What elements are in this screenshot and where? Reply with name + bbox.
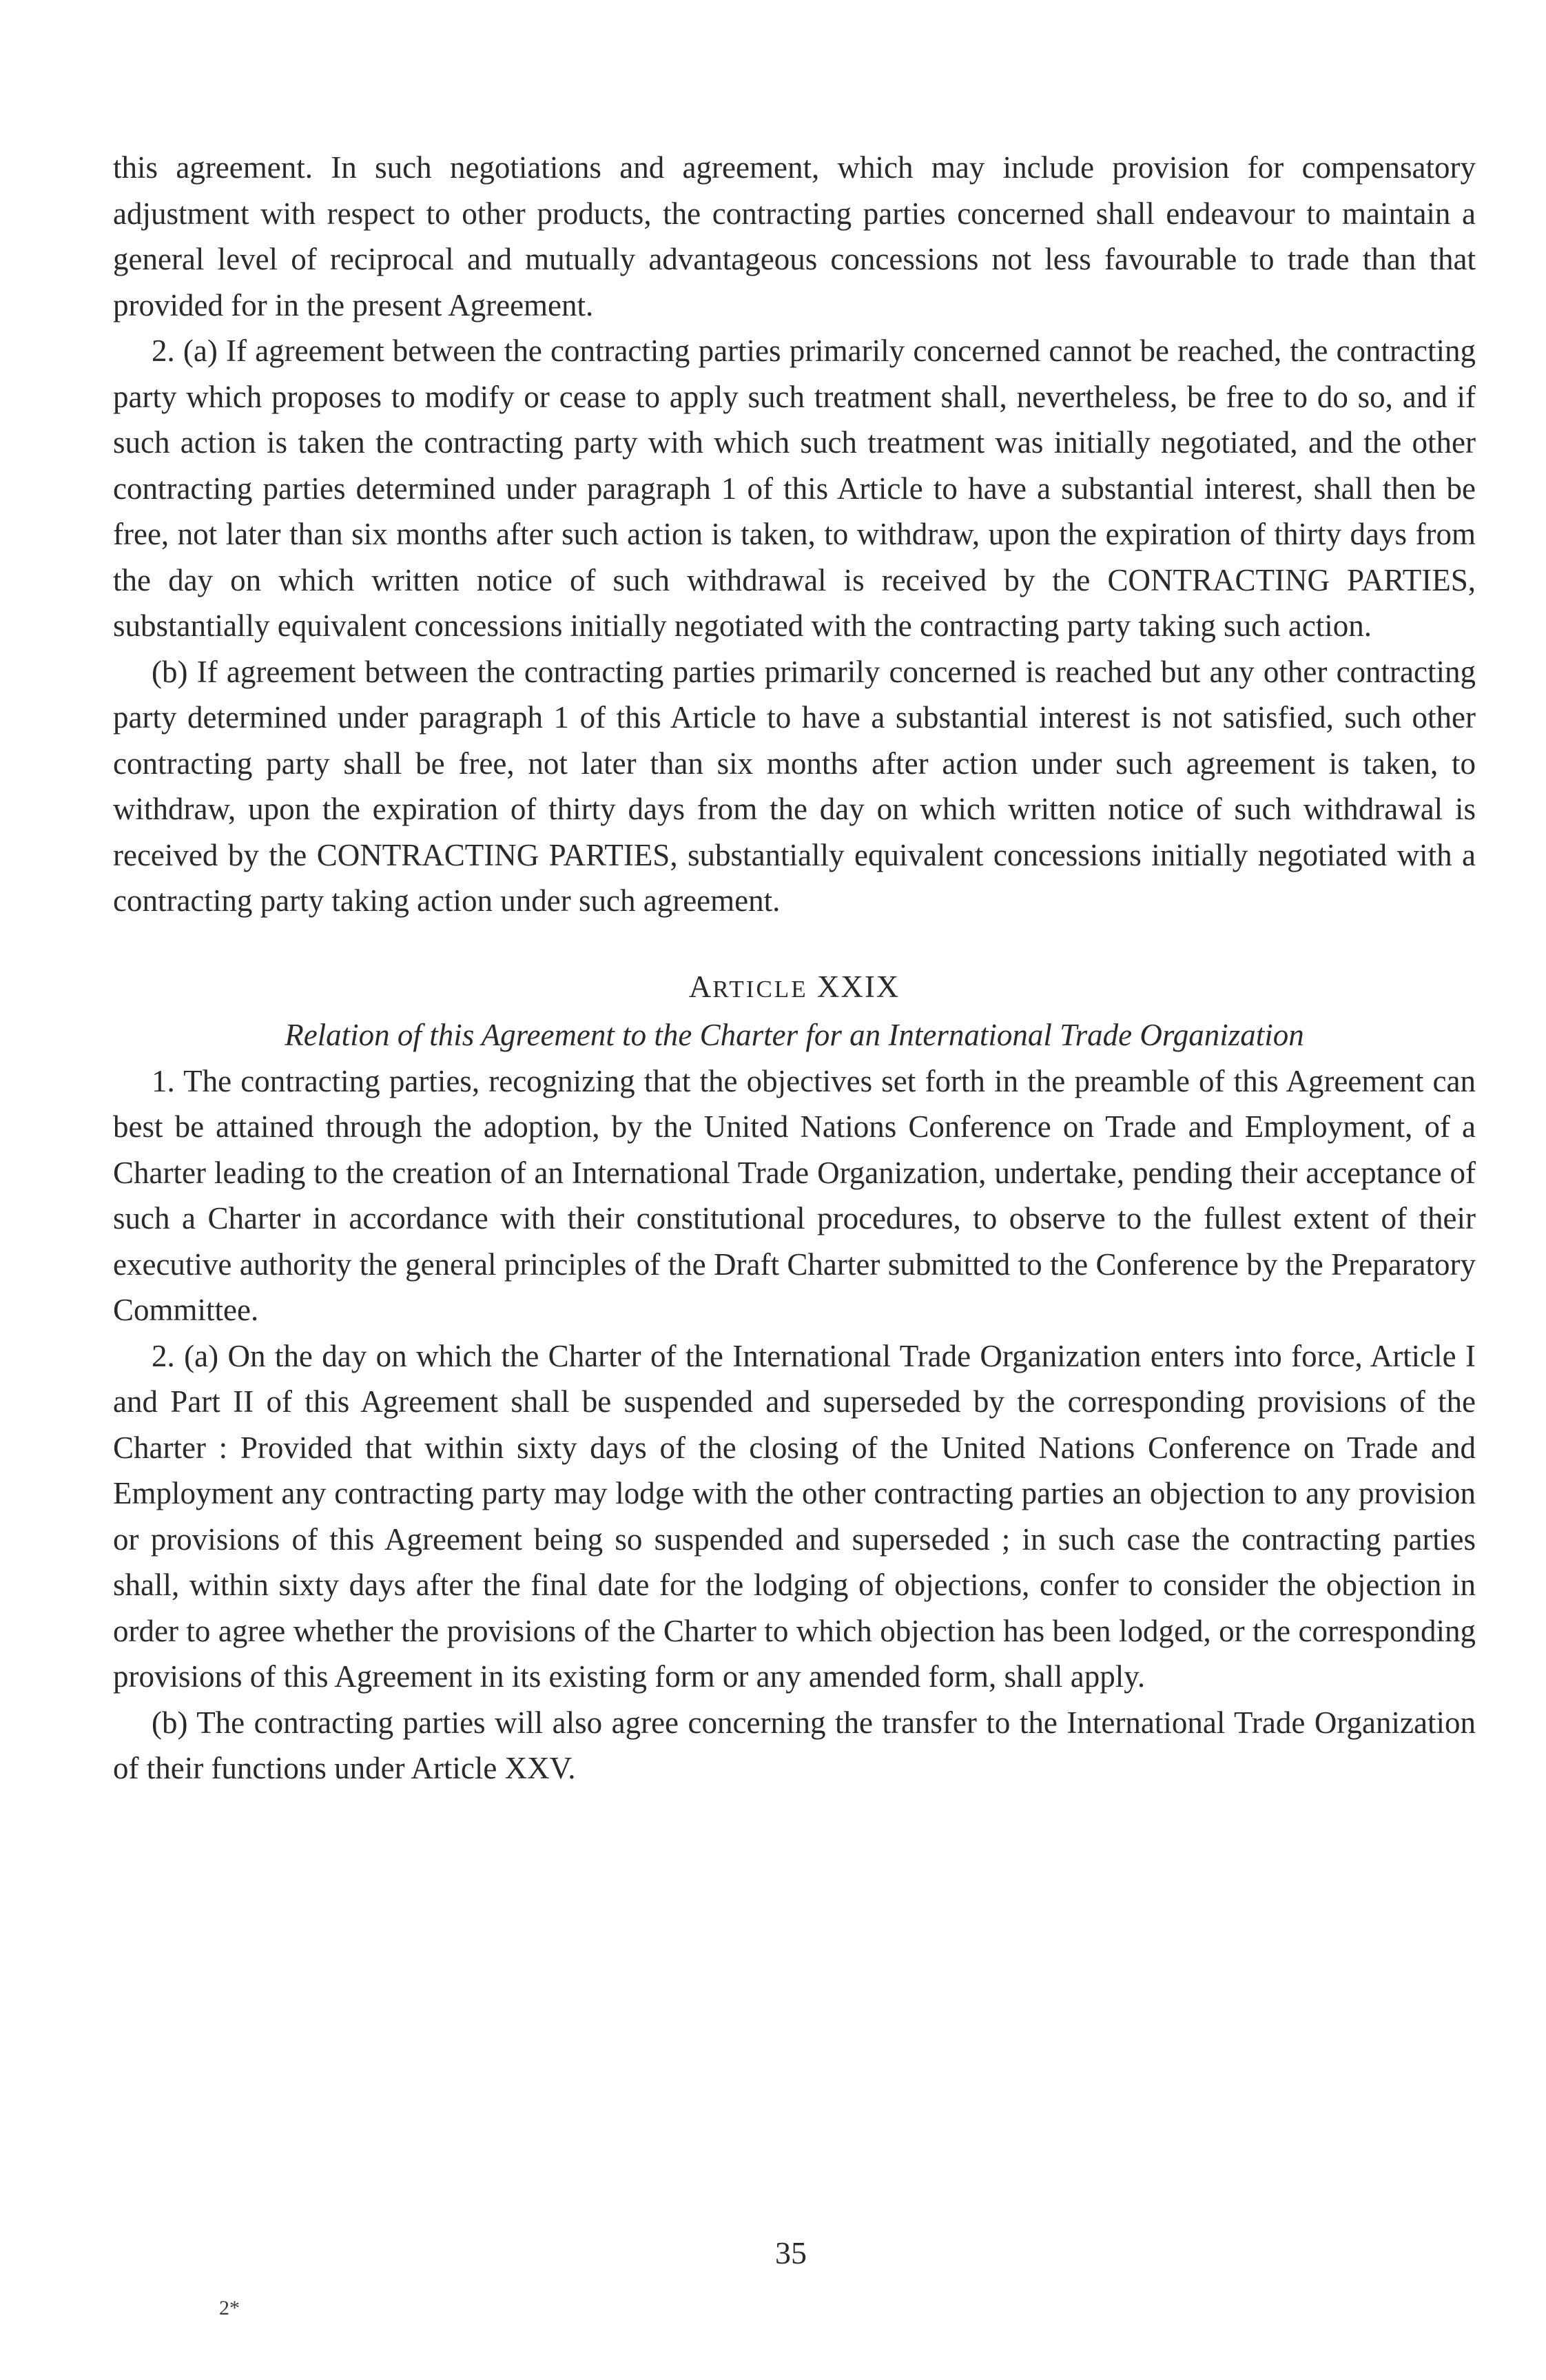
page-body [113,145,1476,1792]
article-subtitle: Relation of this Agreement to the Charter for an International Trade Organization [285,1018,1304,1052]
article-heading-word: RTICLE [712,975,808,1003]
paragraph-continuation [113,145,1476,328]
paragraph-number: (b) [152,1705,188,1740]
paragraph-number: 2. (a) [152,1338,219,1373]
paragraph-2a-charter [113,1333,1476,1700]
paragraph-number: 1. [152,1063,175,1098]
paragraph-text: The contracting parties will also agree concerning the transfer to the International Trade Organization of their functions under Article XXV. [113,1705,1476,1785]
article-heading [113,964,1476,1013]
paragraph-text: On the day on which the Charter of the International Trade Organization enters into force, Article I and Part II of this Agreement shall be suspended and superseded by the corresponding provisions of the Charter : Provided that within sixty days of the closing of the United Nations Conference on Trade and Employment any contracting party may lodge with the other contracting parties an objection to any provision or provisions of this Agreement being so suspended and superseded ; in such case the contracting parties shall, within sixty days after the final date for the lodging of objections, confer to consider the objection in order to agree whether the provisions of the Charter to which objection has been lodged, or the corresponding provisions of this Agreement in its existing form or any amended form, shall apply. [113,1338,1476,1694]
article-number: XXIX [816,969,900,1004]
paragraph-2b [113,649,1476,924]
paragraph-number: (b) [152,654,188,689]
paragraph-text: this agreement. In such negotiations and agreement, which may include provision for compensatory adjustment with respect to other products, the contracting parties concerned shall endeavour to maintain a general level of reciprocal and mutually advantageous concessions not less favourable to trade than that provided for in the present Agreement. [113,150,1476,322]
paragraph-2b-charter [113,1700,1476,1792]
paragraph-text: If agreement between the contracting parties primarily concerned is reached but any other contracting party determined under paragraph 1 of this Article to have a substantial interest is not satisfied, such other contracting party shall be free, not later than six months after action under such agreement is taken, to withdraw, upon the expiration of thirty days from the day on which written notice of such withdrawal is received by the CONTRACTING PARTIES, substantially equivalent concessions initially negotiated with a contracting party taking action under such agreement. [113,654,1476,918]
page-number: 35 [775,2235,807,2270]
paragraph-text: The contracting parties, recognizing that the objectives set forth in the preamble of this Agreement can best be attained through the adoption, by the United Nations Conference on Trade and Employment, of a Charter leading to the creation of an International Trade Organization, undertake, pending their acceptance of such a Charter in accordance with their constitutional procedures, to observe to the fullest extent of their executive authority the general principles of the Draft Charter submitted to the Conference by the Preparatory Committee. [113,1063,1476,1327]
paragraph-1 [113,1058,1476,1333]
paragraph-text: If agreement between the contracting parties primarily concerned cannot be reached, the contracting party which proposes to modify or cease to apply such treatment shall, nevertheless, be free to do so, and if such action is taken the contracting party with which such treatment was initially negotiated, and the other contracting parties determined under paragraph 1 of this Article to have a substantial interest, shall then be free, not later than six months after such action is taken, to withdraw, upon the expiration of thirty days from the day on which written notice of such withdrawal is received by the CONTRACTING PARTIES, substantially equivalent concessions initially negotiated with the contracting party taking such action. [113,334,1476,643]
paragraph-2a [113,328,1476,649]
article-heading-initial: A [688,969,713,1004]
paragraph-number: 2. (a) [152,334,218,368]
printer-signature-mark: 2* [219,2297,240,2319]
